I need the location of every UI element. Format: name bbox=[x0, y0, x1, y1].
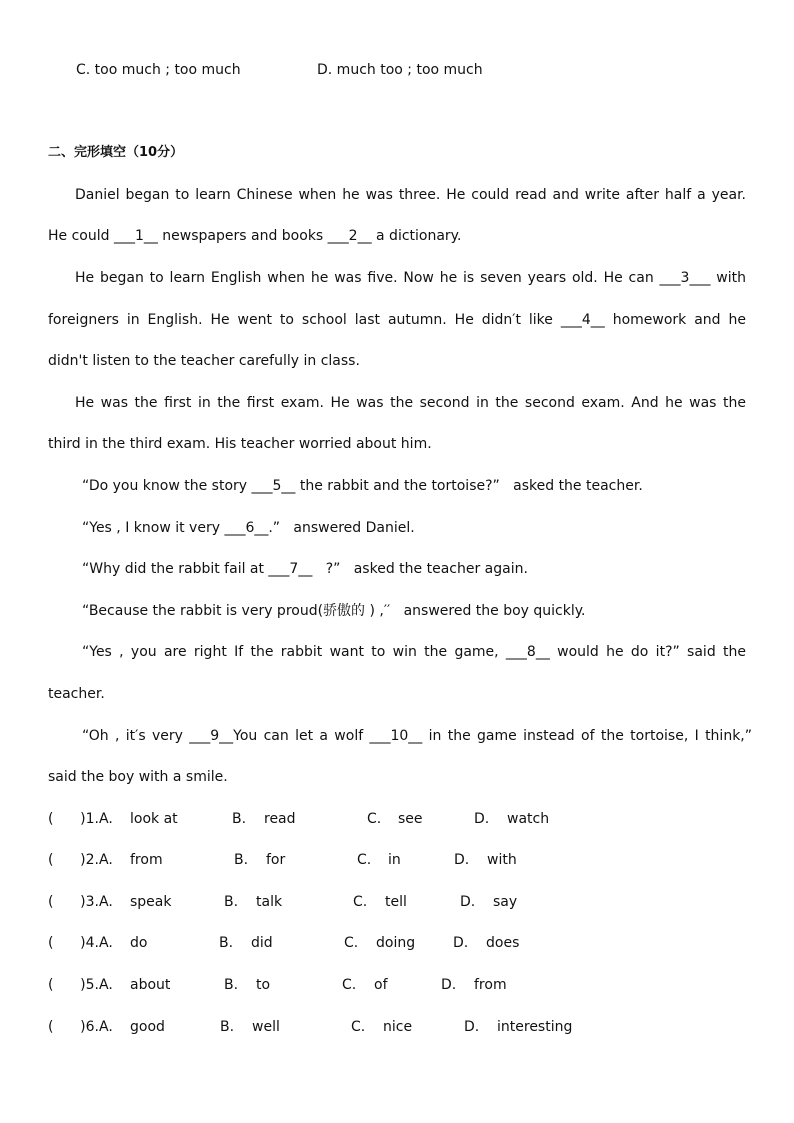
passage-p2-line1: He began to learn English when he was five. Now he is seven years old. He can ___3___ with bbox=[75, 270, 746, 286]
option-c-label: C. bbox=[342, 977, 357, 993]
option-b-label: B. bbox=[220, 1019, 235, 1035]
option-c-label: C. bbox=[357, 852, 372, 868]
option-a: do bbox=[130, 935, 148, 951]
option-d: does bbox=[486, 935, 520, 951]
option-b: did bbox=[251, 935, 273, 951]
option-b-label: B. bbox=[234, 852, 249, 868]
question-number: ( )1.A. bbox=[48, 811, 113, 827]
option-d: say bbox=[493, 894, 518, 910]
option-c: see bbox=[398, 811, 423, 827]
option-b: read bbox=[264, 811, 296, 827]
passage-p2-line2: foreigners in English. He went to school last autumn. He didn′t like ___4__ homework and he bbox=[48, 312, 746, 328]
option-b-label: B. bbox=[219, 935, 234, 951]
option-c: of bbox=[374, 977, 388, 993]
option-a: good bbox=[130, 1019, 165, 1035]
section-title: 二、完形填空（10分） bbox=[48, 145, 184, 160]
prev-option-c: C. too much ; too much bbox=[76, 62, 241, 78]
option-b: talk bbox=[256, 894, 283, 910]
passage-p1-line1: Daniel began to learn Chinese when he was three. He could read and write after half a year. bbox=[75, 187, 746, 203]
option-c-label: C. bbox=[353, 894, 368, 910]
dialogue-line-5: “Yes , you are right If the rabbit want to win the game, ___8__ would he do it?” said the bbox=[82, 644, 746, 660]
option-b: for bbox=[266, 852, 286, 868]
option-d-label: D. bbox=[460, 894, 476, 910]
option-d: watch bbox=[507, 811, 550, 827]
option-c-label: C. bbox=[351, 1019, 366, 1035]
passage-p3-line1: He was the first in the first exam. He was the second in the second exam. And he was the bbox=[75, 395, 746, 411]
option-b-label: B. bbox=[224, 977, 239, 993]
option-d-label: D. bbox=[454, 852, 470, 868]
option-c: tell bbox=[385, 894, 407, 910]
option-c: nice bbox=[383, 1019, 413, 1035]
question-number: ( )4.A. bbox=[48, 935, 113, 951]
option-a: speak bbox=[130, 894, 172, 910]
option-c: in bbox=[388, 852, 401, 868]
passage-p1-line2: He could ___1__ newspapers and books ___2__ a dictionary. bbox=[48, 228, 462, 244]
prev-option-d: D. much too ; too much bbox=[317, 62, 483, 78]
option-a: about bbox=[130, 977, 171, 993]
option-b-label: B. bbox=[232, 811, 247, 827]
option-b: well bbox=[252, 1019, 280, 1035]
option-d: with bbox=[487, 852, 517, 868]
dialogue-line-1: “Do you know the story ___5__ the rabbit and the tortoise?” asked the teacher. bbox=[82, 478, 643, 494]
option-a: look at bbox=[130, 811, 178, 827]
question-number: ( )6.A. bbox=[48, 1019, 113, 1035]
option-c-label: C. bbox=[367, 811, 382, 827]
option-d-label: D. bbox=[464, 1019, 480, 1035]
dialogue-line-5-cont: teacher. bbox=[48, 686, 105, 702]
option-d-label: D. bbox=[453, 935, 469, 951]
passage-p3-line2: third in the third exam. His teacher worried about him. bbox=[48, 436, 432, 452]
option-d: from bbox=[474, 977, 507, 993]
dialogue-line-6: “Oh , it′s very ___9__You can let a wolf ___10__ in the game instead of the tortoise, I think,” bbox=[82, 728, 752, 744]
option-c: doing bbox=[376, 935, 416, 951]
dialogue-line-2: “Yes , I know it very ___6__.” answered Daniel. bbox=[82, 520, 415, 536]
question-number: ( )5.A. bbox=[48, 977, 113, 993]
question-number: ( )2.A. bbox=[48, 852, 113, 868]
option-d-label: D. bbox=[474, 811, 490, 827]
question-number: ( )3.A. bbox=[48, 894, 113, 910]
dialogue-line-4: “Because the rabbit is very proud(骄傲的 ) ,′′ answered the boy quickly. bbox=[82, 603, 586, 619]
passage-p2-line3: didn't listen to the teacher carefully in class. bbox=[48, 353, 360, 369]
option-d-label: D. bbox=[441, 977, 457, 993]
option-c-label: C. bbox=[344, 935, 359, 951]
dialogue-line-3: “Why did the rabbit fail at ___7__ ?” asked the teacher again. bbox=[82, 561, 528, 577]
option-b: to bbox=[256, 977, 271, 993]
option-b-label: B. bbox=[224, 894, 239, 910]
option-d: interesting bbox=[497, 1019, 573, 1035]
dialogue-line-6-cont: said the boy with a smile. bbox=[48, 769, 228, 785]
option-a: from bbox=[130, 852, 163, 868]
